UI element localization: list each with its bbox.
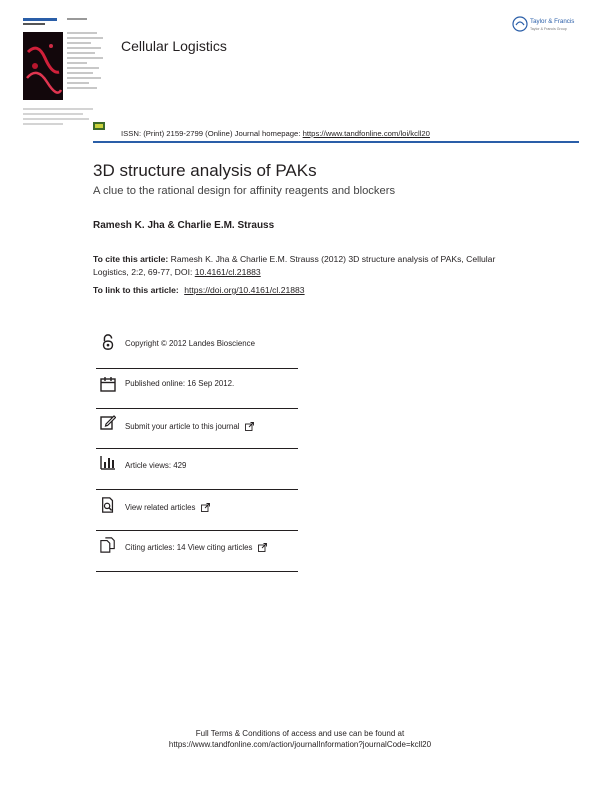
cover-publisher-badge: [93, 122, 105, 130]
view-citing-articles-link[interactable]: [125, 543, 267, 552]
article-title: 3D structure analysis of PAKs: [93, 161, 317, 180]
open-access-lock-icon: [100, 334, 116, 350]
article-doi-url[interactable]: https://doi.org/10.4161/cl.21883: [184, 285, 305, 295]
edit-article-icon: [100, 414, 116, 430]
citing-articles-text: Citing articles: 14 View citing articles: [125, 543, 253, 552]
external-link-icon: [245, 422, 254, 431]
submit-article-link[interactable]: [125, 422, 254, 431]
publisher-logo-icon: [512, 16, 528, 32]
article-subtitle: A clue to the rational design for affinity reagents and blockers: [93, 185, 396, 197]
citation-doi-link[interactable]: 10.4161/cl.21883: [194, 267, 261, 277]
publisher-logo-text: Taylor & Francis: [530, 18, 575, 25]
row-divider: [96, 571, 298, 572]
footer-terms-line: Full Terms & Conditions of access and use can be found at: [195, 729, 405, 738]
publisher-logo[interactable]: [512, 16, 584, 36]
published-text: Published online: 16 Sep 2012.: [125, 379, 235, 388]
view-related-text: View related articles: [125, 503, 196, 512]
external-link-icon: [201, 503, 210, 512]
related-articles-icon: [100, 497, 116, 513]
row-divider: [96, 368, 298, 369]
copyright-text: Copyright © 2012 Landes Bioscience: [125, 339, 255, 348]
cover-header-lines: [23, 18, 107, 28]
header-divider: [93, 141, 579, 143]
footer-terms-url[interactable]: https://www.tandfonline.com/action/journalInformation?journalCode=kcll20: [168, 740, 432, 749]
row-divider: [96, 530, 298, 531]
article-link-label: To link to this article:: [93, 285, 179, 295]
journal-cover[interactable]: [23, 18, 107, 130]
cover-protein-image: [23, 32, 63, 100]
cover-text-lines: [67, 32, 107, 92]
submit-row[interactable]: [96, 412, 298, 452]
citation-block: [93, 253, 533, 279]
row-divider: [96, 448, 298, 449]
citing-articles-icon: [100, 537, 116, 553]
article-views-text: Article views: 429: [125, 461, 187, 470]
issn-line: [121, 129, 430, 138]
view-related-articles-link[interactable]: [125, 503, 210, 512]
submit-article-text: Submit your article to this journal: [125, 422, 240, 431]
related-row[interactable]: [96, 493, 298, 533]
published-row: [96, 372, 298, 412]
row-divider: [96, 489, 298, 490]
external-link-icon: [258, 543, 267, 552]
row-divider: [96, 408, 298, 409]
citation-label: To cite this article:: [93, 254, 169, 264]
calendar-icon: [100, 376, 116, 392]
views-row: [96, 452, 298, 492]
cover-artwork: [23, 32, 63, 100]
bar-chart-icon: [100, 454, 116, 470]
copyright-row: [96, 330, 298, 370]
citation-text: Ramesh K. Jha & Charlie E.M. Strauss (2012) 3D structure analysis of PAKs, Cellular Logistics, 2:2, 69-77, DOI:: [93, 254, 496, 277]
publisher-logo-subtext: Taylor & Francis Group: [530, 27, 567, 31]
journal-homepage-link[interactable]: https://www.tandfonline.com/loi/kcll20: [302, 129, 430, 138]
issn-text: ISSN: (Print) 2159-2799 (Online) Journal homepage:: [121, 129, 301, 138]
journal-title: Cellular Logistics: [121, 38, 227, 54]
citing-row[interactable]: [96, 534, 298, 574]
article-authors: Ramesh K. Jha & Charlie E.M. Strauss: [93, 220, 275, 231]
article-link-line: [93, 285, 305, 295]
